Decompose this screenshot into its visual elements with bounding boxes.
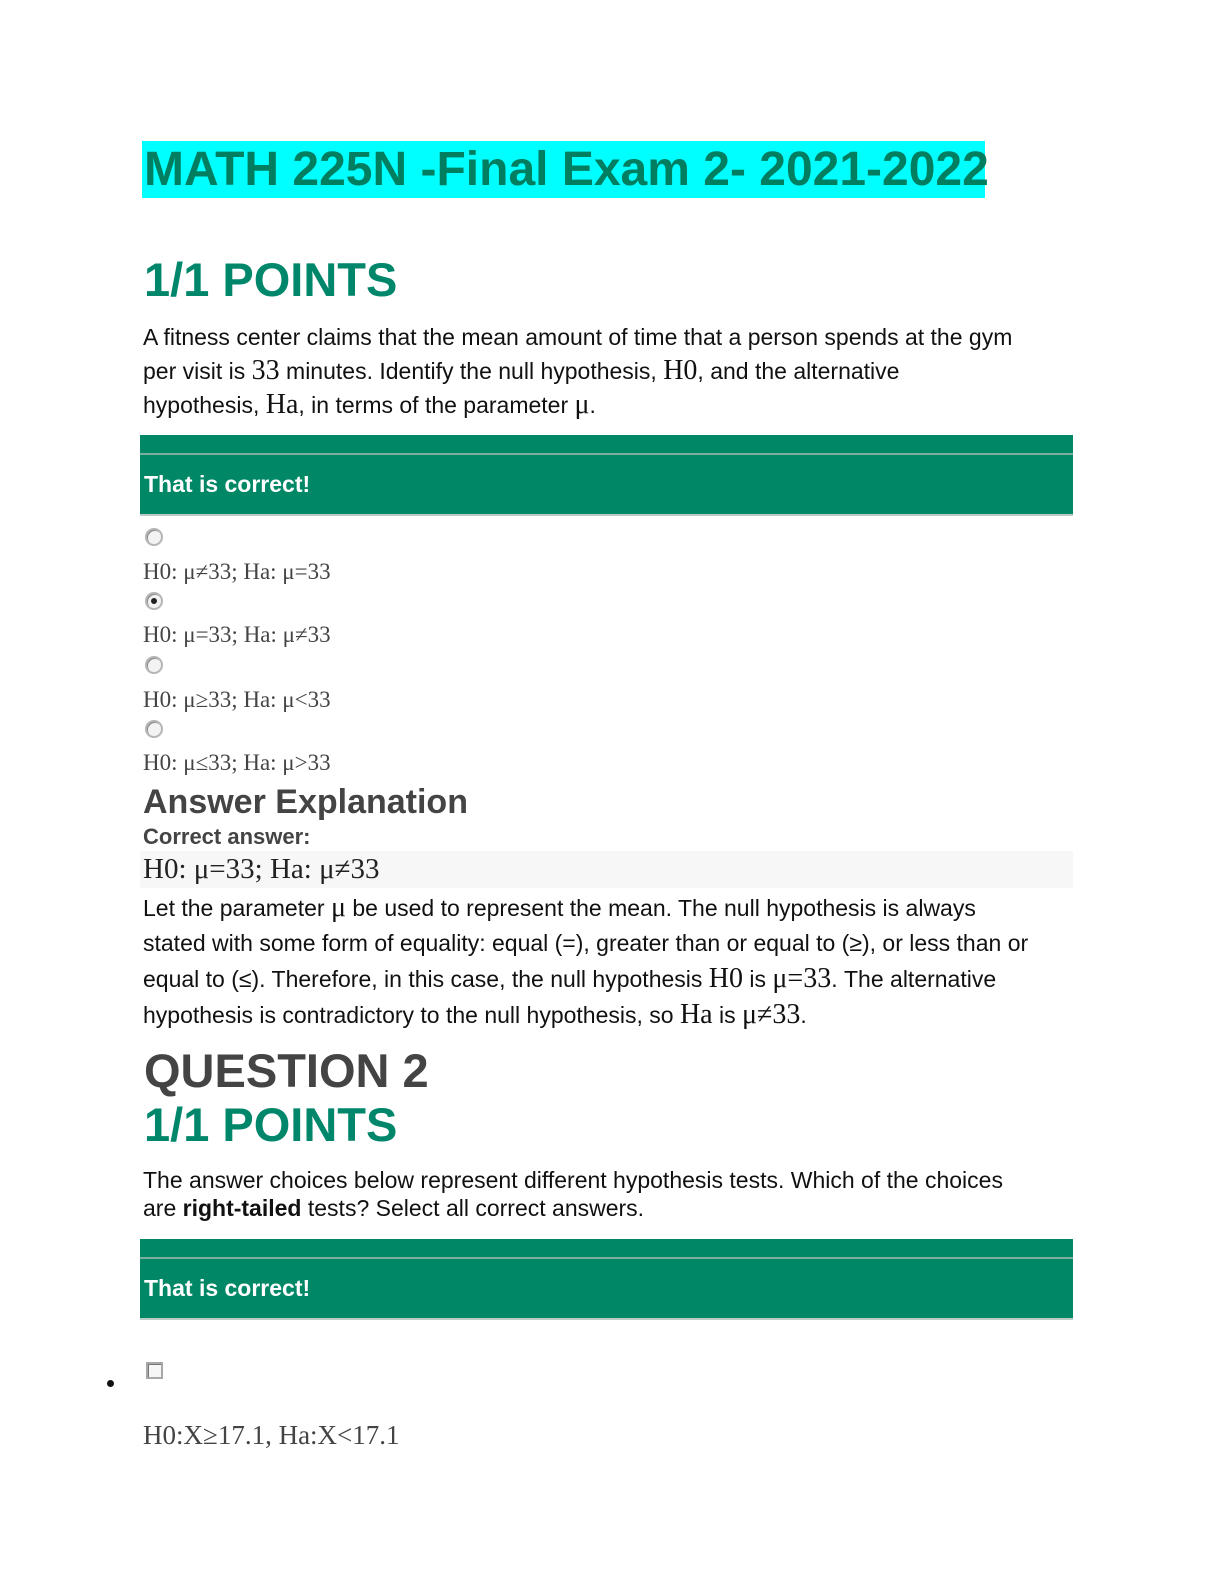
question1-feedback-banner — [140, 435, 1073, 516]
alternative-hypothesis-symbol: Ha — [679, 999, 713, 1030]
list-bullet — [107, 1380, 114, 1387]
choice1-checkbox[interactable] — [146, 1362, 163, 1379]
question2-prompt-line1: The answer choices below represent different hypothesis tests. Which of the choices — [143, 1167, 1003, 1193]
alternative-hypothesis-symbol: Ha — [265, 389, 299, 420]
question1-points: 1/1 POINTS — [144, 253, 398, 306]
prompt-text: , in terms of the parameter — [298, 392, 575, 418]
null-hypothesis-symbol: H0 — [663, 355, 698, 386]
correct-answer-value: H0: μ=33; Ha: μ≠33 — [140, 851, 1073, 888]
explanation-fragment: . — [800, 1002, 807, 1028]
mu-symbol: μ — [574, 389, 590, 420]
option1-radio[interactable] — [145, 528, 163, 546]
question1-prompt-line1: A fitness center claims that the mean amount of time that a person spends at the gym — [143, 324, 1013, 350]
null-hypothesis-value: μ=33 — [772, 963, 832, 994]
explanation-fragment: . The alternative — [831, 966, 997, 992]
prompt-text: tests? Select all correct answers. — [301, 1195, 645, 1221]
explanation-fragment: equal to (≤). Therefore, in this case, the null hypothesis — [143, 966, 709, 992]
question2-heading: QUESTION 2 — [144, 1044, 429, 1097]
option2-label: H0: μ=33; Ha: μ≠33 — [143, 622, 331, 647]
option2-radio[interactable] — [145, 592, 163, 610]
explanation-line2: stated with some form of equality: equal (=), greater than or equal to (≥), or less than or — [143, 930, 1029, 956]
explanation-text — [143, 890, 1078, 1033]
prompt-text: . — [589, 392, 596, 418]
prompt-text: are — [143, 1195, 183, 1221]
mu-symbol: μ — [330, 892, 346, 923]
explanation-fragment: is — [743, 966, 773, 992]
question2-prompt — [143, 1166, 1073, 1222]
explanation-line3 — [143, 961, 1078, 997]
explanation-fragment: be used to represent the mean. The null hypothesis is always — [345, 895, 976, 921]
explanation-fragment: Let the parameter — [143, 895, 331, 921]
document-title: MATH 225N -Final Exam 2- 2021-2022 — [144, 143, 989, 196]
answer-explanation-heading: Answer Explanation — [143, 783, 468, 821]
option3-radio[interactable] — [145, 656, 163, 674]
prompt-text: minutes. Identify the null hypothesis, — [279, 358, 664, 384]
explanation-fragment: hypothesis is contradictory to the null hypothesis, so — [143, 1002, 680, 1028]
prompt-text: hypothesis, — [143, 392, 266, 418]
question1-prompt-line3 — [143, 388, 1073, 422]
option4-radio[interactable] — [145, 720, 163, 738]
correct-answer-label: Correct answer: — [143, 824, 311, 849]
question2-points: 1/1 POINTS — [144, 1098, 398, 1151]
explanation-line4 — [143, 997, 1078, 1033]
question1-prompt — [143, 320, 1073, 422]
question2-feedback-banner — [140, 1239, 1073, 1320]
prompt-text: per visit is — [143, 358, 252, 384]
null-hypothesis-symbol: H0 — [708, 963, 744, 994]
option1-label: H0: μ≠33; Ha: μ=33 — [143, 559, 331, 584]
prompt-emphasis: right-tailed — [182, 1195, 302, 1221]
question2-prompt-line2 — [143, 1194, 1073, 1222]
prompt-number: 33 — [251, 355, 280, 386]
explanation-fragment: is — [712, 1002, 742, 1028]
feedback-message: That is correct! — [140, 453, 1073, 516]
choice1-label: H0:X≥17.1, Ha:X<17.1 — [143, 1420, 400, 1450]
explanation-line1 — [143, 890, 1078, 926]
option3-label: H0: μ≥33; Ha: μ<33 — [143, 687, 331, 712]
alternative-hypothesis-value: μ≠33 — [742, 999, 801, 1030]
option4-label: H0: μ≤33; Ha: μ>33 — [143, 750, 331, 775]
feedback-message: That is correct! — [140, 1257, 1073, 1320]
prompt-text: , and the alternative — [697, 358, 900, 384]
question1-prompt-line2 — [143, 354, 1073, 388]
